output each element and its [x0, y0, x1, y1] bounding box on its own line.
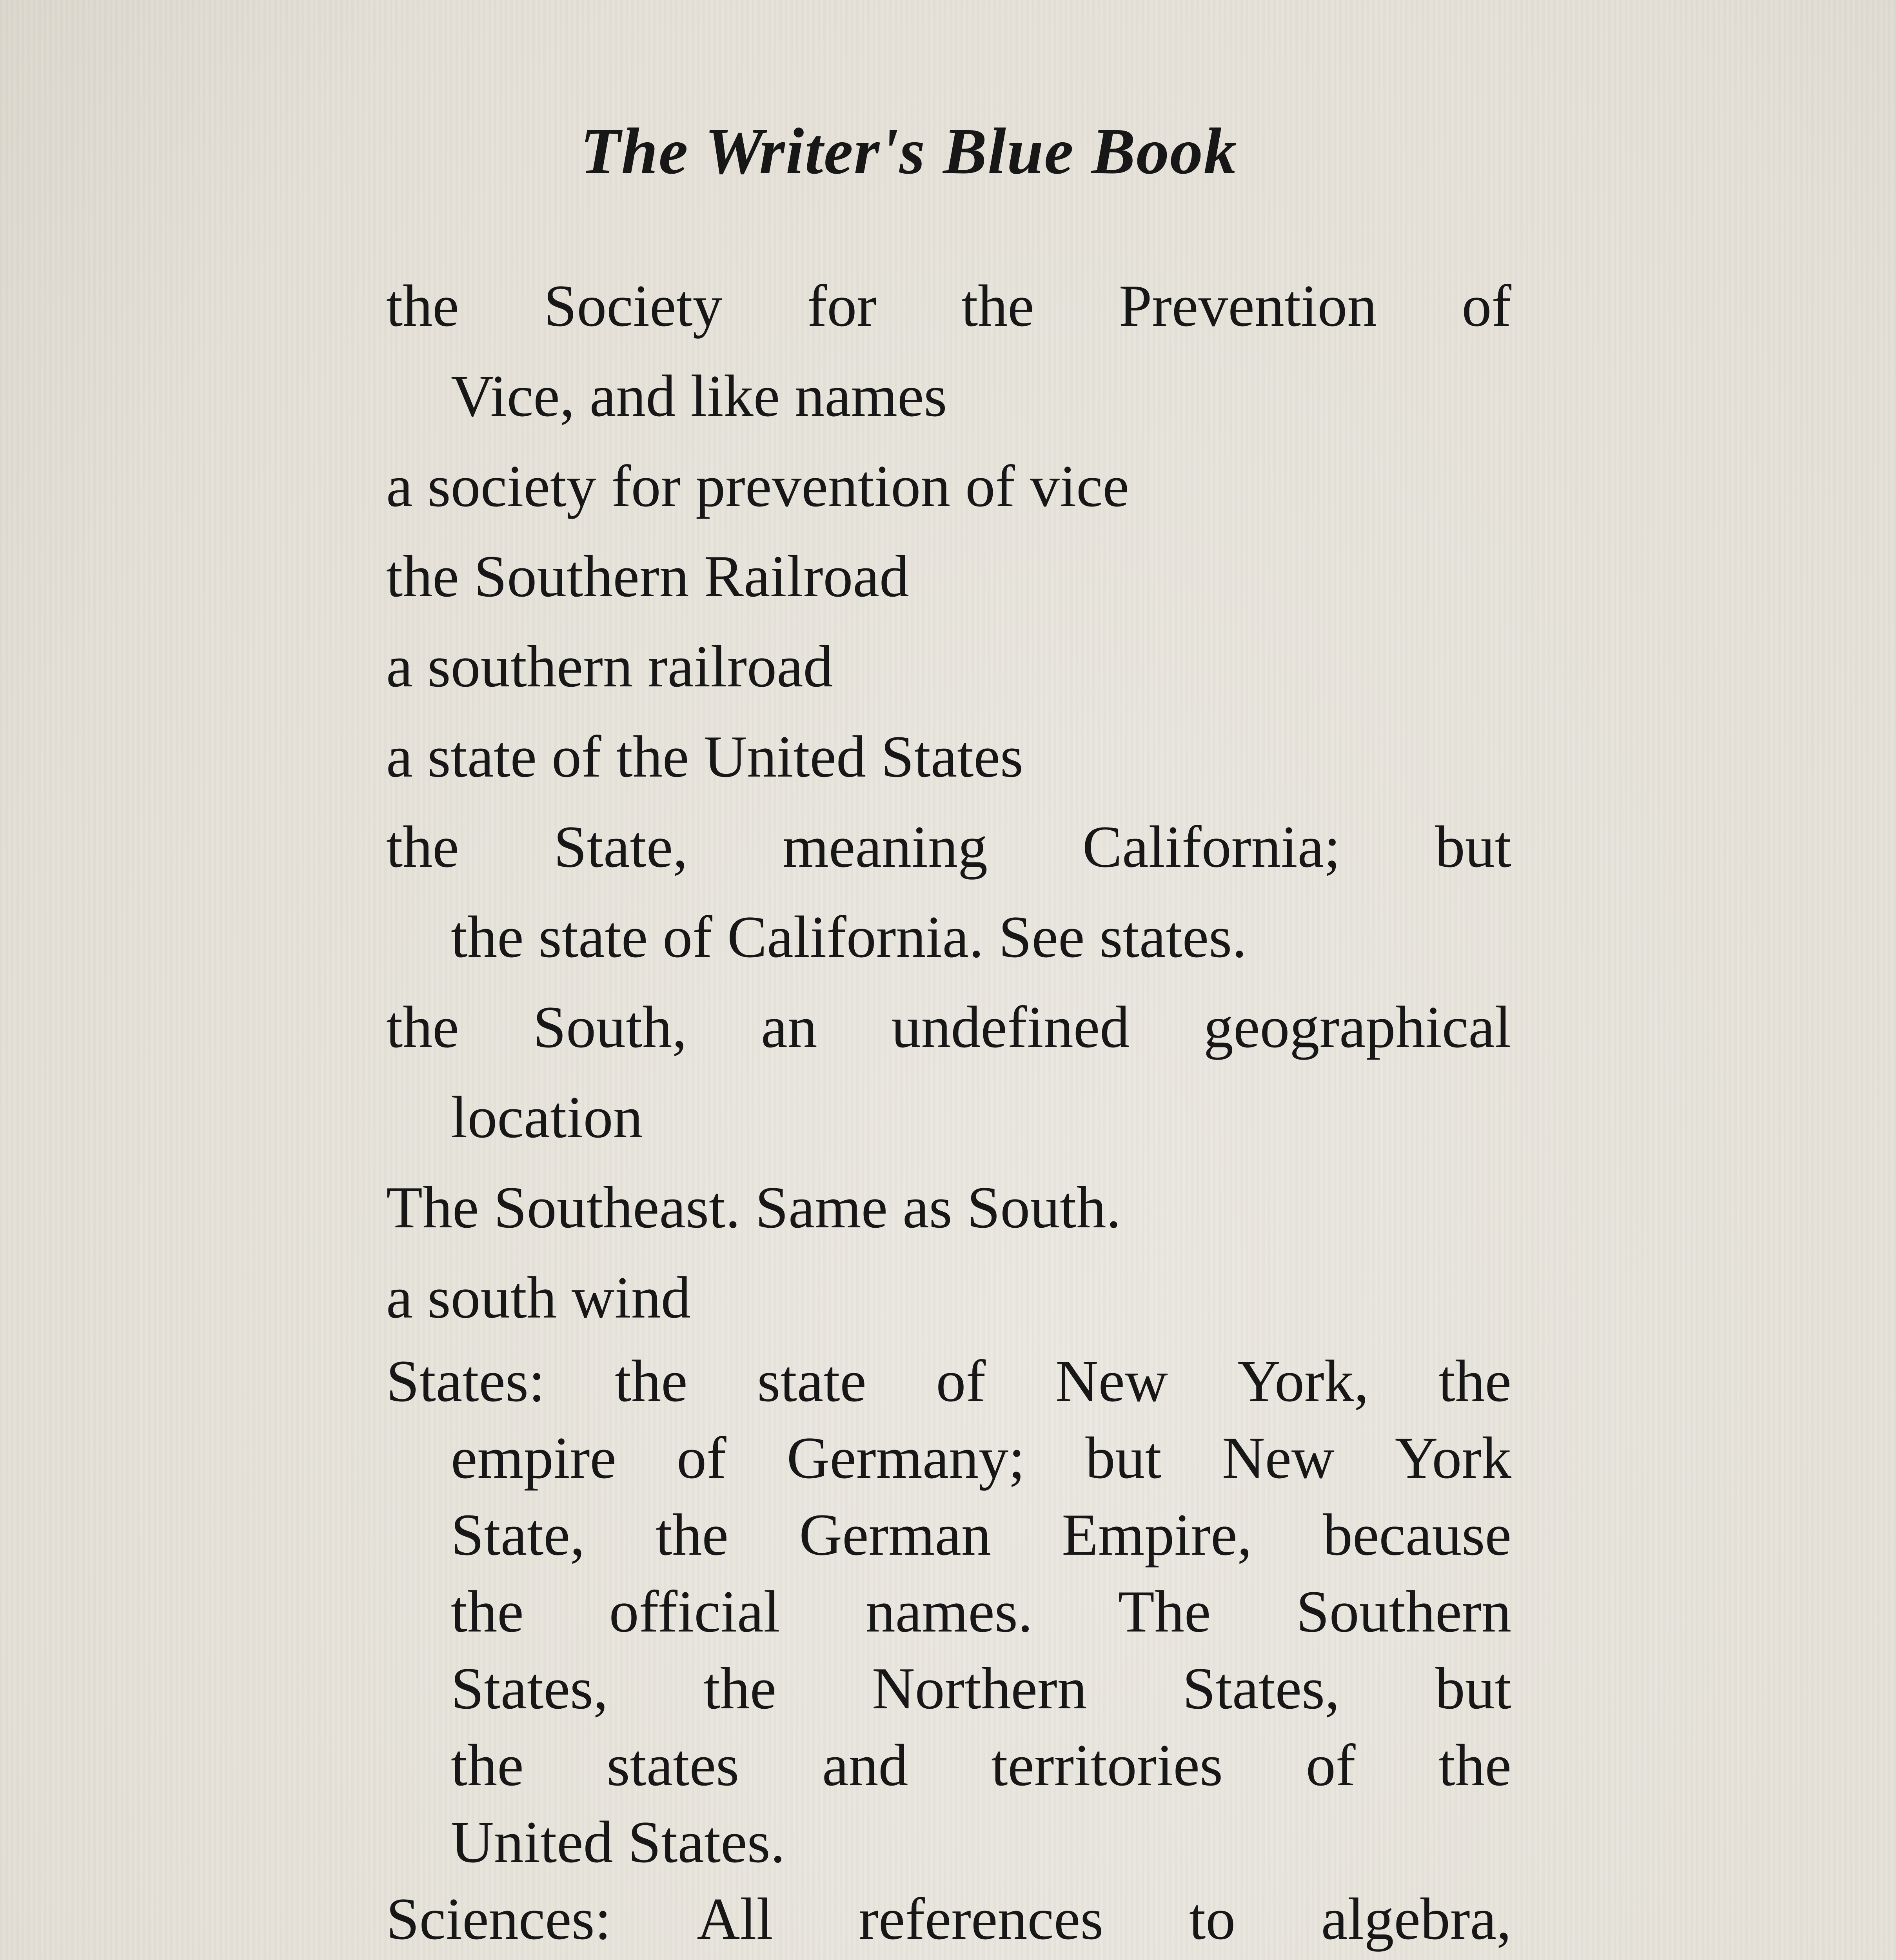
text-line: the State, meaning California; but — [386, 814, 1511, 880]
body-text — [386, 261, 1511, 1960]
text-line: States: the state of New York, the — [386, 1348, 1511, 1414]
text-line: Sciences: All references to algebra, — [386, 1886, 1511, 1952]
text-line: the Society for the Prevention of — [386, 273, 1511, 339]
text-line: a south wind — [386, 1265, 691, 1330]
text-line: the South, an undefined geographical — [386, 994, 1511, 1060]
text-line: the Southern Railroad — [386, 543, 909, 609]
text-line: The Southeast. Same as South. — [386, 1174, 1121, 1240]
text-line: Vice, and like names — [451, 363, 947, 429]
text-line: the states and territories of the — [451, 1732, 1511, 1798]
text-line: United States. — [451, 1809, 785, 1875]
text-line: empire of Germany; but New York — [451, 1425, 1511, 1491]
text-line: a state of the United States — [386, 724, 1024, 789]
running-head: The Writer's Blue Book — [580, 115, 1238, 188]
text-line: location — [451, 1084, 643, 1150]
text-line: State, the German Empire, because — [451, 1502, 1511, 1568]
text-line: a society for prevention of vice — [386, 453, 1130, 519]
text-line: the official names. The Southern — [451, 1579, 1511, 1644]
text-line: States, the Northern States, but — [451, 1655, 1511, 1721]
text-line — [386, 1957, 1511, 1960]
text-line: a southern railroad — [386, 633, 833, 699]
text-line: the state of California. See states. — [451, 904, 1247, 970]
